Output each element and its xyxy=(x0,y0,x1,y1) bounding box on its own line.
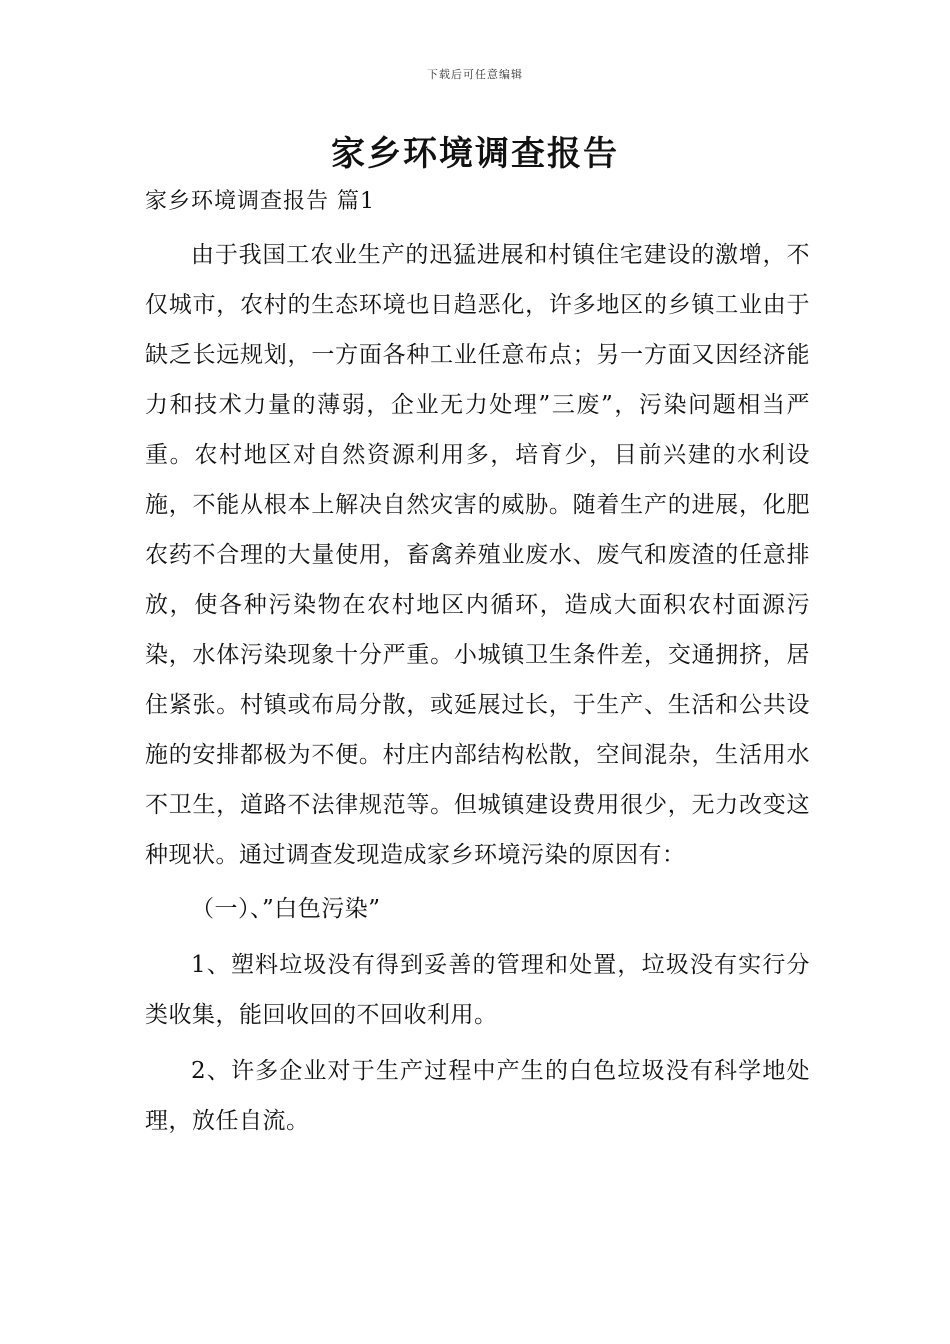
paragraph-item-1: 1、塑料垃圾没有得到妥善的管理和处置，垃圾没有实行分类收集，能回收回的不回收利用。 xyxy=(145,952,810,1028)
paragraph-intro: 由于我国工农业生产的迅猛进展和村镇住宅建设的激增，不仅城市，农村的生态环境也日趋恶化，许多地区的乡镇工业由于缺乏长远规划，一方面各种工业任意布点；另一方面又因经济能力和技术力量的薄弱，企业无力处理”三废”，污染问题相当严重。农村地区对自然资源利用多，培育少，目前兴建的水利设施，不能从根本上解决自然灾害的威胁。随着生产的进展，化肥农药不合理的大量使用，畜禽养殖业废水、废气和废渣的任意排放，使各种污染物在农村地区内循环，造成大面积农村面源污染，水体污染现象十分严重。小城镇卫生条件差，交通拥挤，居住紧张。村镇或布局分散，或延展过长，于生产、生活和公共设施的安排都极为不便。村庄内部结构松散，空间混杂，生活用水不卫生，道路不法律规范等。但城镇建设费用很少，无力改变这种现状。通过调查发现造成家乡环境污染的原因有： xyxy=(145,242,810,868)
header-note: 下载后可任意编辑 xyxy=(427,68,523,81)
document-title: 家乡环境调查报告 xyxy=(331,134,619,174)
document-body xyxy=(145,230,810,1146)
section-heading: 家乡环境调查报告 篇1 xyxy=(145,189,375,214)
paragraph-item-2: 2、许多企业对于生产过程中产生的白色垃圾没有科学地处理，放任自流。 xyxy=(145,1058,810,1134)
paragraph-subheading: （一）、”白色污染” xyxy=(191,896,381,922)
